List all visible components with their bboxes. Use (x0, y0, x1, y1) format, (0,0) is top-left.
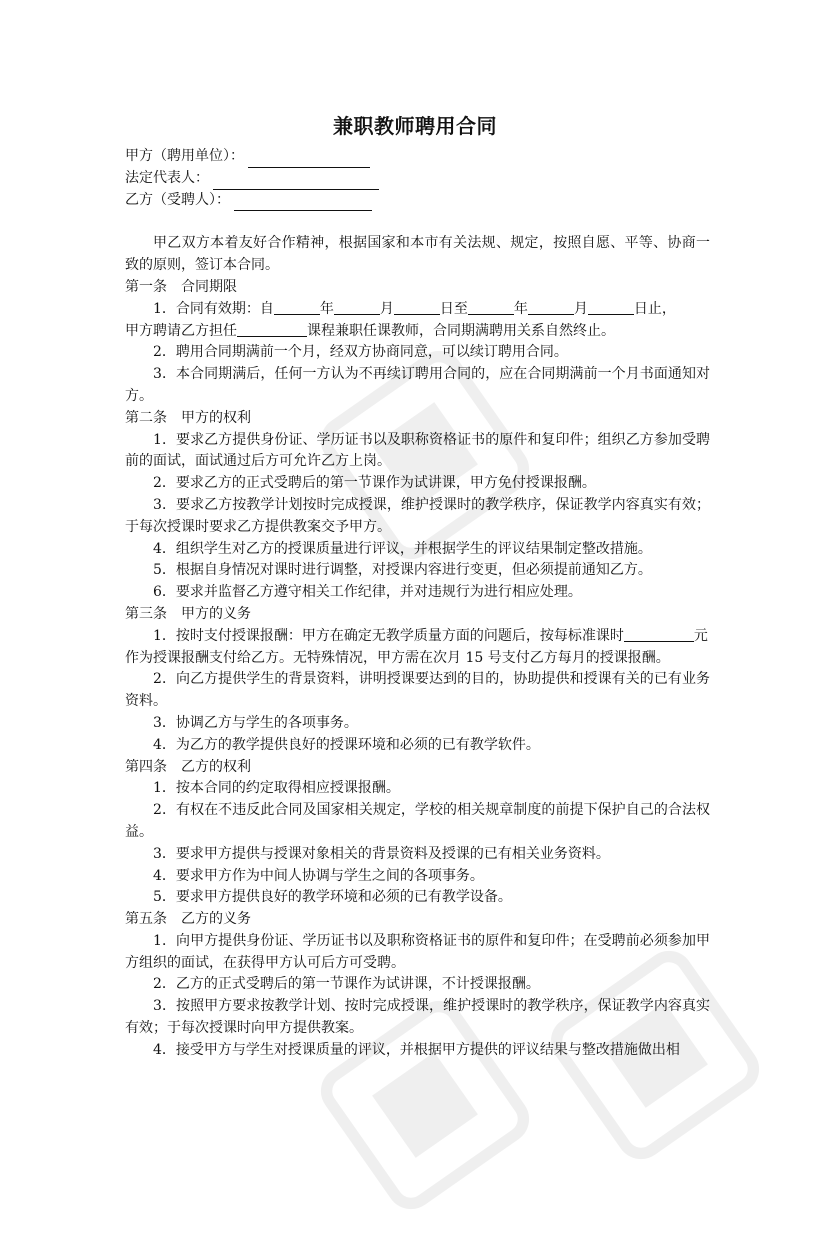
section-number: 第四条 (125, 758, 167, 775)
section-number: 第二条 (125, 409, 167, 426)
blank-field (237, 321, 307, 337)
page-title: 兼职教师聘用合同 (333, 114, 497, 138)
party-b-line (125, 190, 710, 212)
list-item: 4．要求甲方作为中间人协调与学生之间的各项事务。 (153, 867, 484, 884)
list-item: 3．本合同期满后，任何一方认为不再续订聘用合同的，应在合同期满前一个月书面通知对方。 (125, 366, 710, 404)
section-title: 乙方的义务 (181, 911, 251, 928)
section-heading (125, 757, 710, 779)
blank-field (528, 299, 574, 315)
section-heading (125, 604, 710, 626)
section-number: 第一条 (125, 278, 167, 295)
list-item: 2．要求乙方的正式受聘后的第一节课作为试讲课，甲方免付授课报酬。 (153, 475, 596, 492)
list-item-continuation: 甲方聘请乙方担任 课程兼职任课教师，合同期满聘用关系自然终止。 (125, 322, 615, 339)
list-item: 4．为乙方的教学提供良好的授课环境和必须的已有教学软件。 (153, 736, 540, 753)
blank-field (334, 299, 380, 315)
legal-rep-line (125, 168, 710, 190)
party-b-blank (234, 194, 372, 211)
section-heading (125, 277, 710, 299)
list-item: 2．向乙方提供学生的背景资料，讲明授课要达到的目的，协助提供和授课有关的已有业务资料。 (125, 671, 710, 710)
section-number: 第三条 (125, 605, 167, 622)
list-item: 1．向甲方提供身份证、学历证书以及职称资格证书的原件和复印件；在受聘前必须参加甲方组织的面试，在获得甲方认可后方可受聘。 (125, 932, 710, 971)
legal-rep-blank (213, 173, 379, 190)
section-title: 合同期限 (181, 278, 237, 295)
list-item: 3．要求乙方按教学计划按时完成授课，维护授课时的教学秩序，保证教学内容真实有效；于每次授课时要求乙方提供教案交予甲方。 (125, 496, 710, 535)
blank-field (624, 626, 694, 642)
blank-field (394, 299, 440, 315)
list-item-continuation: 作为授课报酬支付给乙方。无特殊情况，甲方需在次月 15 号支付乙方每月的授课报酬。 (125, 649, 670, 666)
list-item: 3．按照甲方要求按教学计划、按时完成授课，维护授课时的教学秩序，保证教学内容真实有效；于每次授课时向甲方提供教案。 (125, 998, 710, 1037)
blank-field (588, 299, 634, 315)
party-a-blank (248, 151, 370, 168)
list-item: 6．要求并监督乙方遵守相关工作纪律，并对违规行为进行相应处理。 (153, 584, 582, 601)
list-item: 1．合同有效期：自 年 月 日至 年 月 日止， (153, 300, 676, 317)
list-item: 1．按本合同的约定取得相应授课报酬。 (153, 780, 400, 797)
party-a-label: 甲方（聘用单位）： (125, 148, 244, 164)
list-item: 3．要求甲方提供与授课对象相关的背景资料及授课的已有相关业务资料。 (153, 845, 610, 862)
contract-body (125, 146, 710, 1062)
intro-paragraph: 甲乙双方本着友好合作精神，根据国家和本市有关法规、规定，按照自愿、平等、协商一致的原则，签订本合同。 (125, 235, 710, 274)
list-item: 4．接受甲方与学生对授课质量的评议，并根据甲方提供的评议结果与整改措施做出相 (153, 1041, 680, 1058)
party-a-line (125, 146, 710, 168)
list-item: 5．要求甲方提供良好的教学环境和必须的已有教学设备。 (153, 889, 512, 906)
list-item: 5．根据自身情况对课时进行调整，对授课内容进行变更，但必须提前通知乙方。 (153, 562, 652, 579)
blank-field (274, 299, 320, 315)
party-b-label: 乙方（受聘人）： (125, 191, 230, 208)
list-item: 4．组织学生对乙方的授课质量进行评议，并根据学生的评议结果制定整改措施。 (153, 540, 652, 557)
section-title: 乙方的权利 (181, 758, 251, 775)
list-item: 2．聘用合同期满前一个月，经双方协商同意，可以续订聘用合同。 (153, 344, 568, 361)
section-title: 甲方的权利 (181, 409, 251, 426)
list-item: 1．要求乙方提供身份证、学历证书以及职称资格证书的原件和复印件；组织乙方参加受聘前的面试，面试通过后方可允许乙方上岗。 (125, 431, 710, 470)
section-number: 第五条 (125, 911, 167, 928)
list-item: 3．协调乙方与学生的各项事务。 (153, 714, 358, 731)
blank-field (468, 299, 514, 315)
legal-rep-label: 法定代表人： (125, 169, 209, 186)
section-title: 甲方的义务 (181, 605, 251, 622)
section-heading (125, 408, 710, 430)
list-item: 1．按时支付授课报酬：甲方在确定无教学质量方面的问题后，按每标准课时 元 (153, 627, 708, 644)
section-heading (125, 909, 710, 931)
list-item: 2．乙方的正式受聘后的第一节课作为试讲课，不计授课报酬。 (153, 976, 540, 993)
list-item: 2．有权在不违反此合同及国家相关规定，学校的相关规章制度的前提下保护自己的合法权益。 (125, 802, 710, 840)
